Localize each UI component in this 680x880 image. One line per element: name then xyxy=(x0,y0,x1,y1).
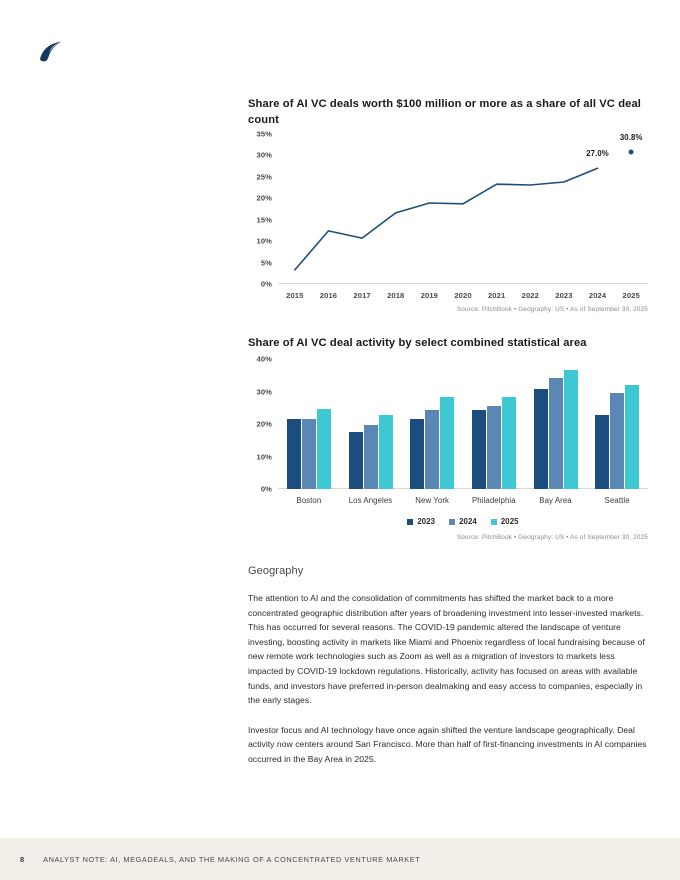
bar-2025 xyxy=(564,370,578,489)
bar-chart-y-tick: 40% xyxy=(256,354,272,364)
bar-chart-legend xyxy=(278,517,648,526)
content-column xyxy=(248,0,648,775)
line-chart-x-tick: 2015 xyxy=(286,291,304,300)
line-chart-plot xyxy=(256,129,648,300)
bar-2023 xyxy=(287,419,301,489)
bar-chart-category-label: New York xyxy=(415,496,450,505)
bar-chart-y-tick: 0% xyxy=(260,484,272,494)
bar-2024 xyxy=(364,425,378,489)
line-chart-point-label: 30.8% xyxy=(619,133,643,142)
bar-2023 xyxy=(410,419,424,489)
line-chart-title: Share of AI VC deals worth $100 million or more as a share of all VC deal count xyxy=(248,98,641,126)
line-chart-source: Source: PitchBook • Geography: US • As of September 30, 2025 xyxy=(456,306,648,313)
pitchbook-logo xyxy=(36,36,66,66)
line-chart-y-tick: 30% xyxy=(256,150,272,160)
legend-swatch-icon xyxy=(407,519,413,525)
geography-paragraph-2: Investor focus and AI technology have once again shifted the venture landscape geographically. Deal activity now centers around San Francisco. More than half of first-financing investments in AI companies occurred in the Bay Area in 2025. xyxy=(248,724,647,764)
bar-group xyxy=(278,359,340,489)
line-chart-x-tick: 2018 xyxy=(387,291,405,300)
line-chart-y-tick: 15% xyxy=(256,215,272,225)
bar-2025 xyxy=(625,385,639,489)
legend-label: 2025 xyxy=(500,517,519,526)
bar-group xyxy=(463,359,525,489)
line-chart-point-label: 27.0% xyxy=(586,149,609,159)
bar-group xyxy=(586,359,648,489)
geography-heading: Geography xyxy=(248,565,304,577)
bar-chart-category-label: Seattle xyxy=(604,496,630,505)
bar-2025 xyxy=(440,397,454,489)
page-footer xyxy=(0,838,680,880)
bar-chart-title: Share of AI VC deal activity by select combined statistical area xyxy=(248,337,587,349)
geography-paragraph-1: The attention to AI and the consolidation of commitments has shifted the market back to a more concentrated geographic distribution after years of broadening investment into lesser-invested markets. This has occurred for several reasons. The COVID-19 pandemic altered the landscape of venture investing, boosting activity in markets like Miami and Phoenix regardless of local fundraising because of new remote work technologies such as Zoom as well as a migration of investors to markets less impacted by COVID-19 lockdown regulations. Historically, activity has focused on areas with available funds, and investors have preferred in-person dealmaking and easy access to companies, especially in the early stages. xyxy=(248,593,645,706)
line-chart-x-tick: 2021 xyxy=(487,291,506,300)
bar-chart-groups xyxy=(278,359,648,489)
legend-label: 2023 xyxy=(417,517,436,526)
line-chart-y-tick: 20% xyxy=(256,193,272,203)
line-chart-x-tick: 2024 xyxy=(588,291,607,300)
bar-2023 xyxy=(595,415,609,489)
legend-swatch-icon xyxy=(449,519,455,525)
line-chart-y-tick: 25% xyxy=(256,172,272,182)
legend-swatch-icon xyxy=(491,519,497,525)
legend-item-2024 xyxy=(449,517,477,526)
line-chart-y-tick: 5% xyxy=(260,258,272,268)
bar-group xyxy=(340,359,402,489)
bar-chart-category-label: Philadelphia xyxy=(471,496,516,505)
bar-chart-category-label: Los Angeles xyxy=(348,496,393,505)
line-chart-x-tick: 2020 xyxy=(454,291,472,300)
bar-chart-category-label: Boston xyxy=(296,496,322,505)
line-chart-y-tick: 10% xyxy=(256,236,272,246)
line-chart-y-tick: 0% xyxy=(260,279,272,289)
line-chart-x-tick: 2016 xyxy=(319,291,338,300)
bar-chart-y-tick: 30% xyxy=(256,387,272,396)
bar-2023 xyxy=(349,432,363,489)
bar-chart-source: Source: PitchBook • Geography: US • As of September 30, 2025 xyxy=(456,534,648,541)
bar-chart-category-label: Bay Area xyxy=(539,496,572,505)
line-chart-final-point-marker xyxy=(629,150,634,155)
line-chart-x-tick: 2019 xyxy=(420,291,439,300)
bar-group xyxy=(525,359,587,489)
bar-chart-figure xyxy=(248,335,648,541)
bar-chart-y-tick: 10% xyxy=(256,452,272,461)
bar-2025 xyxy=(502,397,516,489)
bar-2024 xyxy=(425,410,439,489)
footer-page-number: 8 xyxy=(20,854,25,864)
legend-label: 2024 xyxy=(459,517,477,526)
line-chart-x-tick: 2025 xyxy=(622,291,640,300)
line-chart-x-tick: 2017 xyxy=(353,291,371,300)
bar-2024 xyxy=(302,419,316,489)
bar-2024 xyxy=(610,393,624,489)
line-chart-x-tick: 2022 xyxy=(521,291,539,300)
legend-item-2023 xyxy=(407,517,435,526)
bar-2025 xyxy=(379,415,393,489)
bar-2024 xyxy=(549,378,563,489)
bar-chart-plot xyxy=(256,354,648,505)
line-chart-y-tick: 35% xyxy=(256,129,272,139)
footer-title: ANALYST NOTE: AI, MEGADEALS, AND THE MAKING OF A CONCENTRATED VENTURE MARKET xyxy=(43,854,421,864)
bar-chart-y-tick: 20% xyxy=(256,419,272,429)
bar-2023 xyxy=(472,410,486,489)
legend-item-2025 xyxy=(491,517,519,526)
line-chart-figure xyxy=(248,96,648,313)
line-chart-x-tick: 2023 xyxy=(555,291,573,300)
bar-2025 xyxy=(317,409,331,489)
bar-2023 xyxy=(534,389,548,489)
bar-group xyxy=(401,359,463,489)
bar-2024 xyxy=(487,406,501,489)
